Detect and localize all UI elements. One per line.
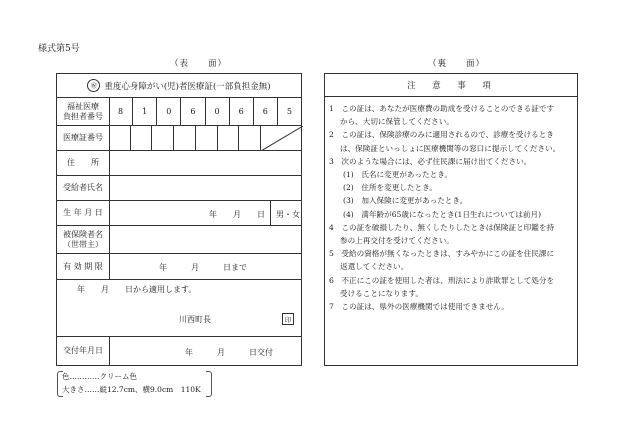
card-title: 重度心身障がい(児)者医療証(一部負担金無) bbox=[104, 81, 271, 92]
front-caption: （表 面） bbox=[170, 59, 228, 69]
insured-row bbox=[57, 226, 301, 254]
note-line: 2 この証は、保険診療のみに適用されるので、診療を受けるとき bbox=[329, 130, 554, 140]
payer-digit: 6 bbox=[254, 98, 278, 125]
payer-digit: 0 bbox=[157, 98, 181, 125]
sex-divider bbox=[270, 201, 271, 225]
payer-digit: 5 bbox=[286, 107, 292, 116]
dob-row bbox=[57, 201, 301, 226]
payer-digit: 0 bbox=[206, 98, 230, 125]
form-number: 様式第5号 bbox=[38, 44, 80, 54]
spec-size: 大きさ……縦12.7cm、横9.0cm 110K bbox=[62, 385, 201, 394]
note-line: は、保険証といっしょに医療機関等の窓口に提示してください。 bbox=[340, 143, 561, 153]
issuer-seal-icon: 印 bbox=[282, 313, 294, 325]
payer-digit: 1 bbox=[133, 98, 157, 125]
address-label: 住 所 bbox=[57, 151, 110, 175]
note-line: 6 不正にこの証を使用した者は、刑法により詐欺罪として処分を bbox=[329, 275, 555, 285]
recipient-number-label: 医療証番号 bbox=[57, 126, 110, 150]
issuer-block bbox=[57, 280, 301, 337]
dob-value: 年 月 日 bbox=[209, 210, 265, 219]
card-front bbox=[56, 73, 302, 366]
card-title-row bbox=[57, 74, 301, 98]
name-row bbox=[57, 176, 301, 201]
recipient-number-boxes bbox=[109, 126, 261, 150]
dob-label: 生 年 月 日 bbox=[57, 201, 110, 225]
payer-digit: 8 bbox=[109, 98, 133, 125]
note-line: (4) 満年齢が65歳になったとき(1日生れについては前月) bbox=[343, 209, 542, 219]
insured-label: 被保険者名 （世帯主） bbox=[57, 226, 110, 253]
note-line: から、大切に保管してください。 bbox=[340, 117, 454, 127]
valid-label: 有 効 期 限 bbox=[57, 254, 110, 279]
note-line: (2) 住所を変更したとき。 bbox=[343, 183, 437, 193]
payer-digit: 6 bbox=[230, 98, 254, 125]
spec-color: 色…………クリーム色 bbox=[62, 372, 137, 381]
seal-icon: ㊗ bbox=[87, 79, 100, 92]
name-label: 受給者氏名 bbox=[57, 176, 110, 200]
notes-list bbox=[329, 102, 571, 313]
issuer-name: 川西町長 bbox=[179, 315, 211, 324]
issue-date-row bbox=[57, 337, 301, 365]
notes-heading: 注 意 事 項 bbox=[325, 74, 577, 97]
note-line: 返還してください。 bbox=[340, 262, 409, 272]
applied-from-text: 年 月 日から適用します。 bbox=[77, 285, 197, 294]
note-line: 受けることになります。 bbox=[340, 288, 423, 298]
issue-date-value: 年 月 日交付 bbox=[185, 348, 273, 357]
payer-number-row bbox=[57, 98, 301, 126]
spec-bracket-right bbox=[206, 371, 212, 397]
note-line: 1 この証は、あなたが医療費の助成を受けることのできる証です bbox=[329, 104, 555, 113]
sex-value: 男・女 bbox=[276, 210, 300, 219]
note-line: (1) 氏名に変更があったとき。 bbox=[343, 170, 453, 180]
payer-digits bbox=[109, 98, 301, 125]
payer-digit: 6 bbox=[181, 98, 205, 125]
note-line: 5 受給の資格が無くなったときは、すみやかにこの証を住民課に bbox=[329, 249, 555, 259]
issue-date-label: 交付年月日 bbox=[57, 337, 110, 365]
valid-row bbox=[57, 254, 301, 280]
card-back bbox=[324, 73, 578, 366]
note-line: (3) 加入保険に変更があったとき。 bbox=[343, 196, 468, 206]
diagonal-slash bbox=[261, 126, 303, 151]
note-line: 3 次のような場合には、必ず住民課に届け出てください。 bbox=[329, 156, 532, 166]
back-caption: （裏 面） bbox=[428, 59, 486, 69]
note-line: 7 この証は、県外の医療機関では使用できません。 bbox=[329, 302, 509, 312]
address-row bbox=[57, 151, 301, 176]
valid-value: 年 月 日まで bbox=[159, 263, 247, 272]
note-line: 4 この証を破損したり、無くしたりしたときは保険証と印鑑を持 bbox=[329, 222, 555, 232]
payer-number-label: 福祉医療 負担者番号 bbox=[57, 98, 110, 125]
note-line: 参の上再交付を受けてください。 bbox=[340, 236, 454, 246]
spec-block bbox=[62, 370, 201, 396]
recipient-number-row bbox=[57, 126, 301, 151]
